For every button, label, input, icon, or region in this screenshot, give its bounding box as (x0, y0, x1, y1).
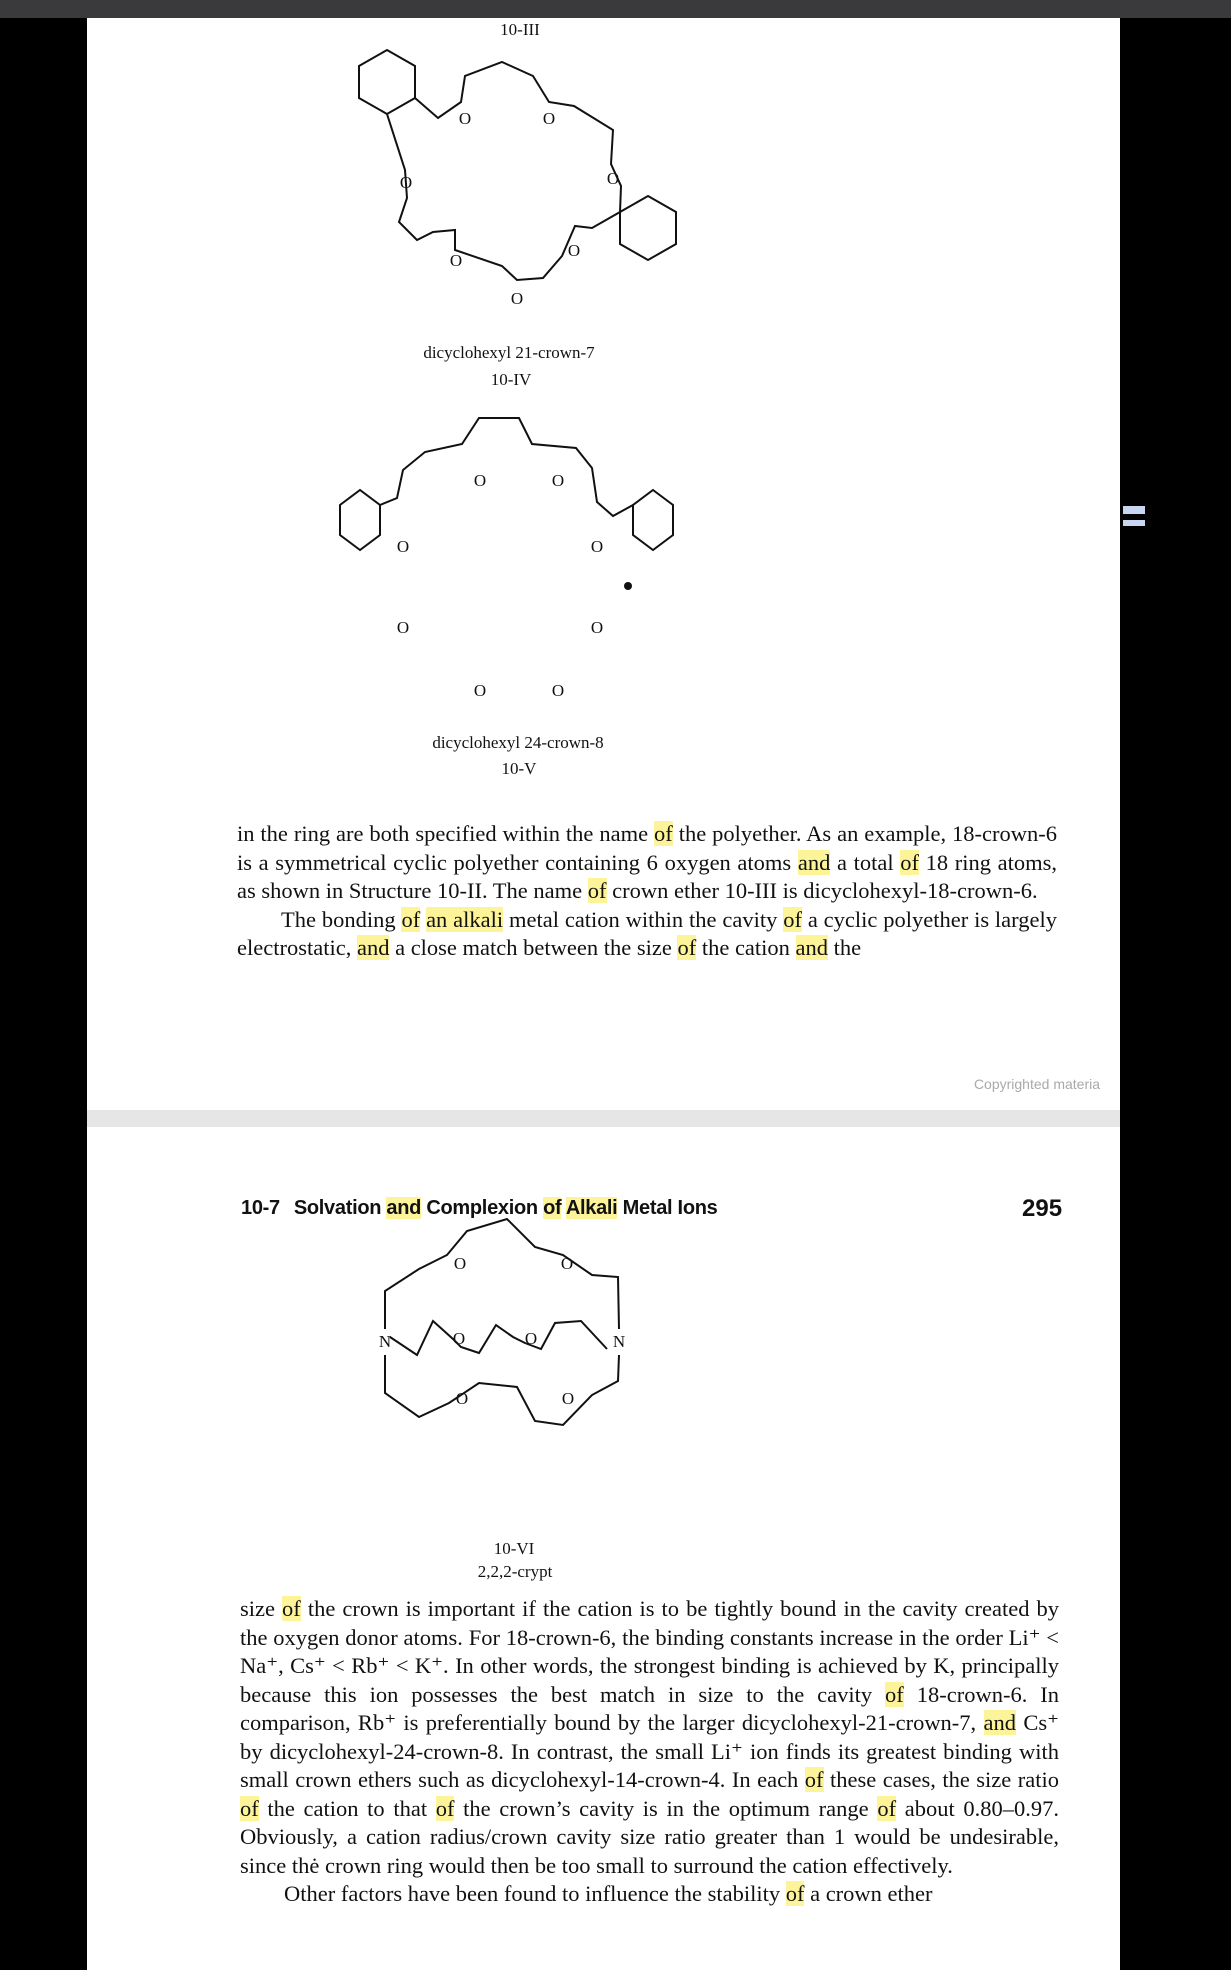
oxygen-atom-label: O (524, 1329, 538, 1348)
document-page-2 (87, 1127, 1120, 1970)
cyclohexane-ring (633, 490, 673, 550)
oxygen-atom-label: O (452, 1329, 466, 1348)
viewer-top-bar (0, 0, 1231, 18)
nitrogen-atom-label: N (378, 1332, 392, 1351)
paragraph: Other factors have been found to influence the stability of a crown ether (284, 1881, 933, 1906)
oxygen-atom-label: O (399, 173, 413, 192)
copyright-notice: Copyrighted materia (973, 1076, 1100, 1092)
compound-label-10-III: 10-III (500, 20, 540, 39)
page2-body-text (240, 1595, 1059, 1909)
oxygen-atom-label: O (590, 537, 604, 556)
structure-dicyclohexyl-24-crown-8 (87, 398, 1120, 728)
structure-dicyclohexyl-21-crown-7 (87, 18, 1120, 348)
compound-label-10-VI: 10-VI (493, 1539, 535, 1558)
paragraph: in the ring are both specified within the name of the polyether. As an example, 18-crown-6 is a symmetrical cyclic polyether containing 6 oxygen atoms and a total of 18 ring atoms, as shown in Structure 10-II. The name of crown ether 10-III is dicyclohexyl-18-crown-6. (237, 821, 1057, 903)
oxygen-atom-label: O (473, 681, 487, 700)
oxygen-atom-label: O (510, 289, 524, 308)
cyclohexane-ring (340, 490, 380, 550)
cryptand-middle-strand (390, 1321, 607, 1355)
compound-label-10-IV: 10-IV (490, 370, 532, 389)
compound-name-2-2-2-crypt: 2,2,2-crypt (477, 1562, 553, 1581)
cyclohexane-ring (359, 50, 415, 114)
oxygen-atom-label: O (455, 1389, 469, 1408)
oxygen-atom-label: O (396, 618, 410, 637)
page1-body-text (237, 820, 1057, 963)
section-number: 10-7 (241, 1197, 280, 1219)
nitrogen-atom-label: N (612, 1332, 626, 1351)
cryptand-lower-strand (385, 1355, 619, 1425)
crown-ring-bonds (380, 418, 633, 516)
scrollbar-marker[interactable] (1123, 506, 1145, 514)
oxygen-atom-label: O (567, 241, 581, 260)
page-number: 295 (1022, 1195, 1063, 1222)
page-divider (87, 1110, 1120, 1127)
oxygen-atom-label: O (458, 109, 472, 128)
compound-name-24-crown-8: dicyclohexyl 24-crown-8 (432, 733, 604, 752)
oxygen-atom-label: O (542, 109, 556, 128)
stray-mark (624, 582, 632, 590)
paragraph: The bonding of an alkali metal cation within the cavity of a cyclic polyether is largely electrostatic, and a close match between the size of the cation and the (237, 906, 1057, 960)
paragraph: size of the crown is important if the cation is to be tightly bound in the cavity created by the oxygen donor atoms. For 18-crown-6, the binding constants increase in the order Li⁺ < Na⁺, Cs⁺ < Rb⁺ < K⁺. In other words, the strongest binding is achieved by K, principally because this ion possesses the best match in size to the cavity of 18-crown-6. In comparison, Rb⁺ is preferentially bound by the larger dicyclohexyl-21-crown-7, and Cs⁺ by dicyclohexyl-24-crown-8. In contrast, the small Li⁺ ion finds its greatest binding with small crown ethers such as dicyclohexyl-14-crown-4. In each of these cases, the size ratio of the cation to that of the crown’s cavity is in the optimum range of about 0.80–0.97. Obviously, a cation radius/crown cavity size ratio greater than 1 would be undesirable, since thė crown ring would then be too small to surround the cation effectively. (240, 1596, 1059, 1878)
compound-label-10-V: 10-V (501, 759, 537, 778)
oxygen-atom-label: O (551, 471, 565, 490)
scrollbar-marker[interactable] (1123, 520, 1145, 526)
oxygen-atom-label: O (606, 169, 620, 188)
crown-ring-bonds (387, 62, 621, 280)
oxygen-atom-label: O (449, 251, 463, 270)
cyclohexane-ring (620, 196, 676, 260)
oxygen-atom-label: O (560, 1254, 574, 1273)
oxygen-atom-label: O (396, 537, 410, 556)
oxygen-atom-label: O (473, 471, 487, 490)
oxygen-atom-label: O (453, 1254, 467, 1273)
document-page-1 (87, 18, 1120, 1110)
structure-2-2-2-crypt (87, 1127, 1120, 1547)
cryptand-upper-strand (385, 1219, 619, 1329)
compound-name-21-crown-7: dicyclohexyl 21-crown-7 (423, 343, 595, 362)
oxygen-atom-label: O (551, 681, 565, 700)
oxygen-atom-label: O (561, 1389, 575, 1408)
section-title: Solvation and Complexion of Alkali Metal Ions (293, 1197, 718, 1219)
oxygen-atom-label: O (590, 618, 604, 637)
